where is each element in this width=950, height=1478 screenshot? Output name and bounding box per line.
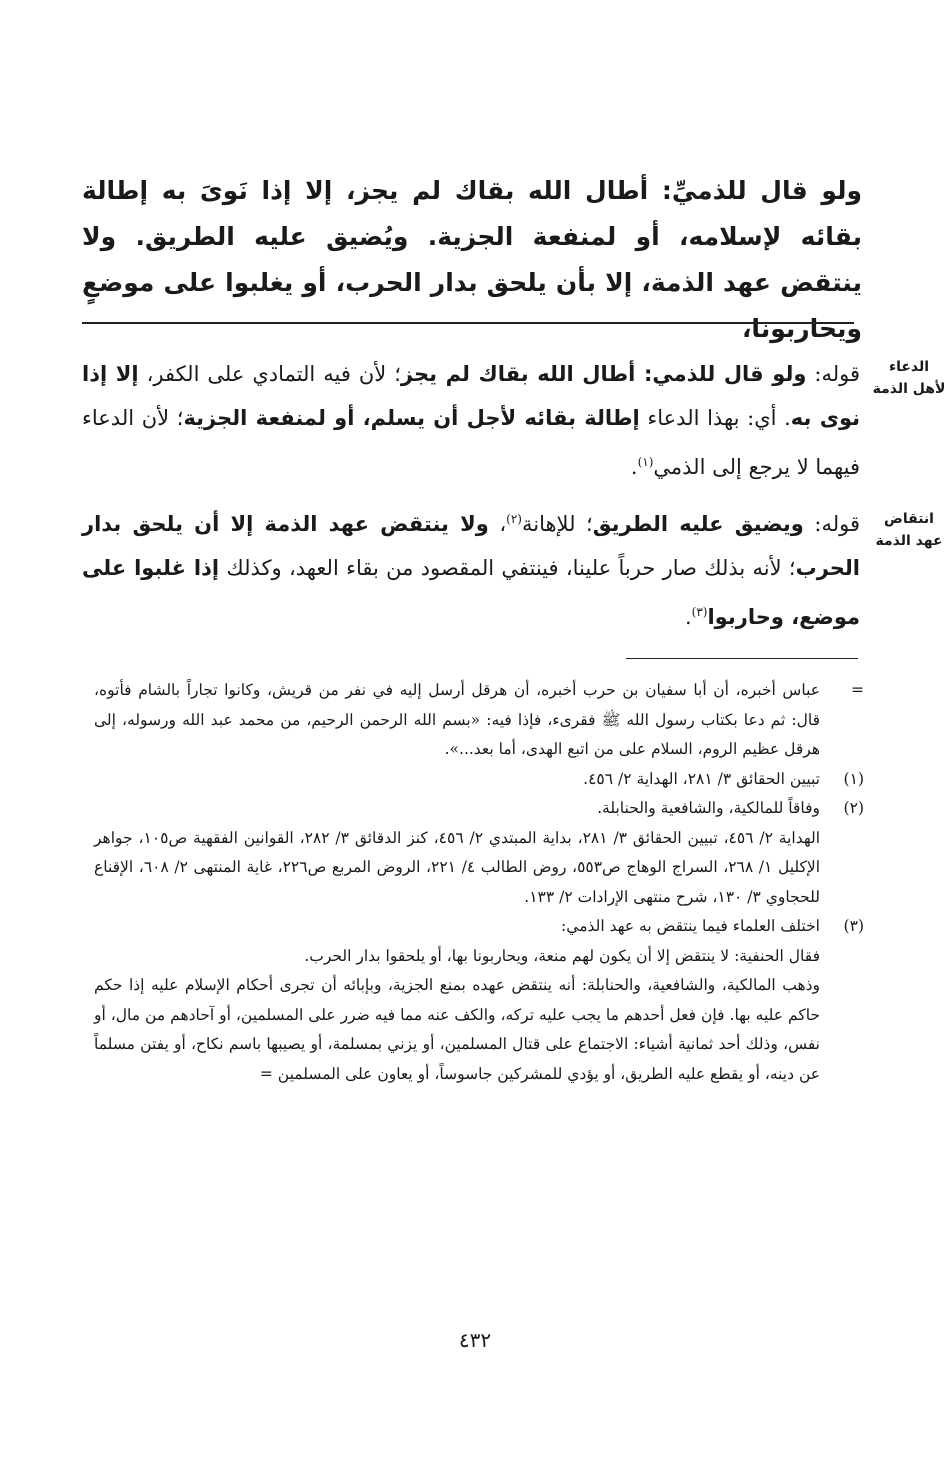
- footnote-2: [94, 794, 864, 912]
- main-text: ولو قال للذميِّ: أطال الله بقاك لم يجز، إلا إذا نَوىَ به إطالة بقائه لإسلامه، أو لمنفعة الجزية. ويُضيق عليه الطريق. ولا ينتقض عهد الذمة، إلا بأن يلحق بدار الحرب، أو يغلبوا على موضعٍ ويحاربونا،: [82, 176, 862, 343]
- text-span: ،: [488, 512, 507, 536]
- text-span: .: [630, 455, 638, 479]
- footnote-ref: (٢): [506, 512, 522, 526]
- quoted-text: ويضيق عليه الطريق: [592, 512, 804, 536]
- footnote-number: (٢): [843, 799, 864, 817]
- footnote-text: فقال الحنفية: لا ينتقض إلا أن يكون لهم منعة، ويحاربونا بها، أو يلحقوا بدار الحرب.: [304, 946, 820, 965]
- footnote-3: [94, 912, 864, 1089]
- footnote-continuation: [94, 676, 864, 765]
- commentary-paragraph-2: [82, 497, 860, 639]
- footnote-number: =: [851, 681, 864, 699]
- footnote-text: عباس أخبره، أن أبا سفيان بن حرب أخبره، أن هرقل أرسل إليه في نفر من قريش، وكانوا تجاراً بالشام فأتوه، قال: ثم دعا بكتاب رسول الله ﷺ فقرىء، فإذا فيه: «بسم الله الرحمن الرحيم، من محمد عبد الله ورسوله، إلى هرقل عظيم الروم، السلام على من اتبع الهدى، أما بعد...».: [94, 681, 820, 758]
- quoted-text: إذا غلبوا على موضع، وحاربوا: [82, 556, 860, 629]
- margin-note-dua: الدعاء لأهل الذمة: [872, 359, 946, 397]
- quoted-text: ولا ينتقض عهد الذمة إلا أن يلحق بدار الحرب: [82, 512, 860, 580]
- footnote-text: وفاقاً للمالكية، والشافعية والحنابلة.: [597, 799, 820, 817]
- footnote-text: تبيين الحقائق ٣/ ٢٨١، الهداية ٢/ ٤٥٦.: [583, 769, 820, 788]
- text-span: .: [684, 605, 692, 629]
- quoted-text: إطالة بقائه لأجل أن يسلم، أو لمنفعة الجزية: [183, 406, 640, 430]
- commentary: [82, 352, 860, 647]
- footnote-ref: (٣): [691, 605, 708, 619]
- commentary-paragraph-1: [82, 352, 860, 489]
- page-number: ٤٣٢: [458, 1328, 492, 1352]
- section-divider: [82, 322, 854, 324]
- footnote-number: (١): [843, 769, 864, 788]
- footnote-ref: (١): [637, 455, 654, 469]
- text-span: ؛ لأنه بذلك صار حرباً علينا، فينتفي المقصود من بقاء العهد، وكذلك: [219, 556, 796, 580]
- footnote-1: [94, 765, 864, 795]
- text-span: قوله:: [803, 512, 861, 536]
- footnote-text: اختلف العلماء فيما ينتقض به عهد الذمي:: [561, 917, 820, 935]
- footnotes: [94, 676, 864, 1089]
- text-span: قوله:: [806, 362, 861, 386]
- text-span: ؛ لأن فيه التمادي على الكفر،: [138, 362, 401, 386]
- footnote-text: وذهب المالكية، والشافعية، والحنابلة: أنه ينتقض عهده بمنع الجزية، وبإبائه أن تجرى أحكام الإسلام عليه إذا حكم حاكم عليه بها. فإن فعل أحدهم ما يجب عليه تركه، والكف عنه مما فيه ضرر على المسلمين، أو آحادهم من مال، أو نفس، وذلك أحد ثمانية أشياء: الاجتماع على قتال المسلمين، أو يزني بمسلمة، أو يصيبها باسم نكاح، أو يفتن مسلماً عن دينه، أو يقطع عليه الطريق، أو يؤدي للمشركين جاسوساً، أو يعاون على المسلمين =: [94, 976, 820, 1083]
- text-span: ؛ لأن الدعاء فيهما لا يرجع إلى الذمي: [82, 406, 860, 479]
- text-span: ؛ للإهانة: [521, 512, 593, 536]
- footnote-divider: [626, 658, 858, 659]
- quoted-text: إلا إذا نوى به: [82, 362, 860, 430]
- footnote-text: الهداية ٢/ ٤٥٦، تبيين الحقائق ٣/ ٢٨١، بداية المبتدي ٢/ ٤٥٦، كنز الدقائق ٣/ ٢٨٢، القوانين الفقهية ص١٠٥، جواهر الإكليل ١/ ٢٦٨، السراج الوهاج ص٥٥٣، روض الطالب ٤/ ٢٢١، الروض المربع ص٢٢٦، غاية المنتهى ٢/ ٦٠٨، الإقناع للحجاوي ٣/ ١٣٠، شرح منتهى الإرادات ٢/ ١٣٣.: [94, 828, 821, 906]
- footnote-number: (٣): [843, 917, 864, 935]
- text-span: . أي: بهذا الدعاء: [639, 406, 791, 430]
- margin-note-naqd: انتقاض عهد الذمة: [875, 511, 943, 549]
- quoted-text: ولو قال للذمي: أطال الله بقاك لم يجز: [400, 362, 807, 386]
